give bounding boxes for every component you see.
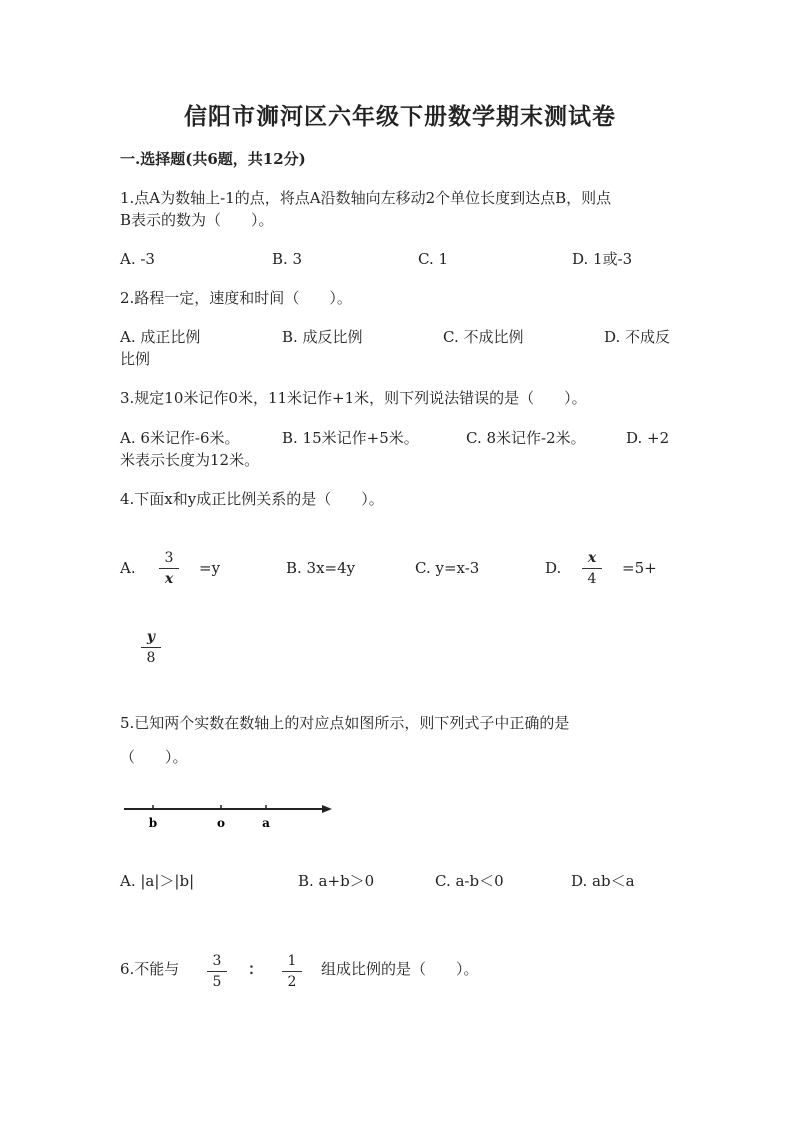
label-o: o [216, 816, 226, 830]
q4-option-a-tail: =y [199, 559, 221, 577]
fraction-denominator: 2 [287, 974, 297, 990]
q5-option-c[interactable]: C. a-b＜0 [435, 872, 504, 890]
q1-option-c[interactable]: C. 1 [418, 250, 449, 268]
section-heading: 一.选择题(共6题，共12分) [120, 150, 306, 168]
fraction-bar [159, 568, 179, 569]
q3-option-c[interactable]: C. 8米记作-2米。 [466, 429, 586, 447]
q6-colon: ： [248, 960, 264, 978]
q1-stem-line2: B表示的数为（ ）。 [120, 211, 274, 229]
fraction-numerator: 3 [212, 953, 222, 969]
q4-option-d-tail: =5+ [622, 559, 657, 577]
q5-option-a[interactable]: A. |a|＞|b| [120, 872, 195, 890]
q6-stem-end: 组成比例的是（ ）。 [321, 960, 479, 978]
q5-option-b[interactable]: B. a+b＞0 [298, 872, 375, 890]
q5-option-d[interactable]: D. ab＜a [571, 872, 635, 890]
q2-option-d-wrap: 比例 [120, 350, 151, 368]
fraction-numerator: 3 [164, 550, 174, 566]
q4-option-d-fraction-wrap [141, 628, 161, 667]
q4-option-a-label[interactable]: A. [120, 559, 136, 577]
q3-option-d-wrap: 米表示长度为12米。 [120, 451, 260, 469]
q4-option-b[interactable]: B. 3x=4y [286, 559, 356, 577]
q4-stem: 4.下面x和y成正比例关系的是（ ）。 [120, 490, 384, 508]
fraction-numerator: x [587, 550, 597, 566]
q6-fraction-2 [282, 952, 302, 991]
q6-fraction-1 [207, 952, 227, 991]
fraction-numerator: 1 [287, 953, 297, 969]
fraction-bar [282, 971, 302, 972]
q1-option-b[interactable]: B. 3 [272, 250, 303, 268]
q3-option-b[interactable]: B. 15米记作+5米。 [282, 429, 419, 447]
q6-stem-start: 6.不能与 [120, 960, 180, 978]
fraction-denominator: 4 [587, 571, 597, 587]
q1-option-a[interactable]: A. -3 [120, 250, 155, 268]
fraction-bar [582, 568, 602, 569]
q4-option-d-label[interactable]: D. [545, 559, 562, 577]
page-title: 信阳市浉河区六年级下册数学期末测试卷 [184, 103, 616, 130]
q1-stem-line1: 1.点A为数轴上-1的点，将点A沿数轴向左移动2个单位长度到达点B，则点 [120, 189, 612, 207]
label-b: b [148, 816, 158, 830]
label-a: a [262, 816, 270, 830]
q2-option-a[interactable]: A. 成正比例 [120, 328, 201, 346]
fraction-bar [141, 647, 161, 648]
fraction-numerator: y [146, 629, 156, 645]
q3-option-d[interactable]: D. +2 [626, 429, 670, 447]
q1-option-d[interactable]: D. 1或-3 [572, 250, 633, 268]
q2-option-d[interactable]: D. 不成反 [604, 328, 671, 346]
fraction-denominator: x [164, 571, 174, 587]
q5-stem-line1: 5.已知两个实数在数轴上的对应点如图所示，则下列式子中正确的是 [120, 714, 570, 732]
number-line-arrow [322, 805, 332, 813]
q2-option-b[interactable]: B. 成反比例 [282, 328, 363, 346]
q2-option-c[interactable]: C. 不成比例 [443, 328, 524, 346]
q3-option-a[interactable]: A. 6米记作-6米。 [120, 429, 240, 447]
q4-option-c[interactable]: C. y=x-3 [415, 559, 480, 577]
fraction-denominator: 5 [212, 974, 222, 990]
q4-option-a-fraction [159, 549, 179, 588]
q4-option-d-fraction [582, 549, 602, 588]
q5-stem-line2: （ ）。 [120, 748, 188, 766]
q3-stem: 3.规定10米记作0米，11米记作+1米，则下列说法错误的是（ ）。 [120, 389, 587, 407]
q2-stem: 2.路程一定，速度和时间（ ）。 [120, 289, 352, 307]
number-line-figure [120, 796, 340, 836]
fraction-denominator: 8 [146, 650, 156, 666]
fraction-bar [207, 971, 227, 972]
